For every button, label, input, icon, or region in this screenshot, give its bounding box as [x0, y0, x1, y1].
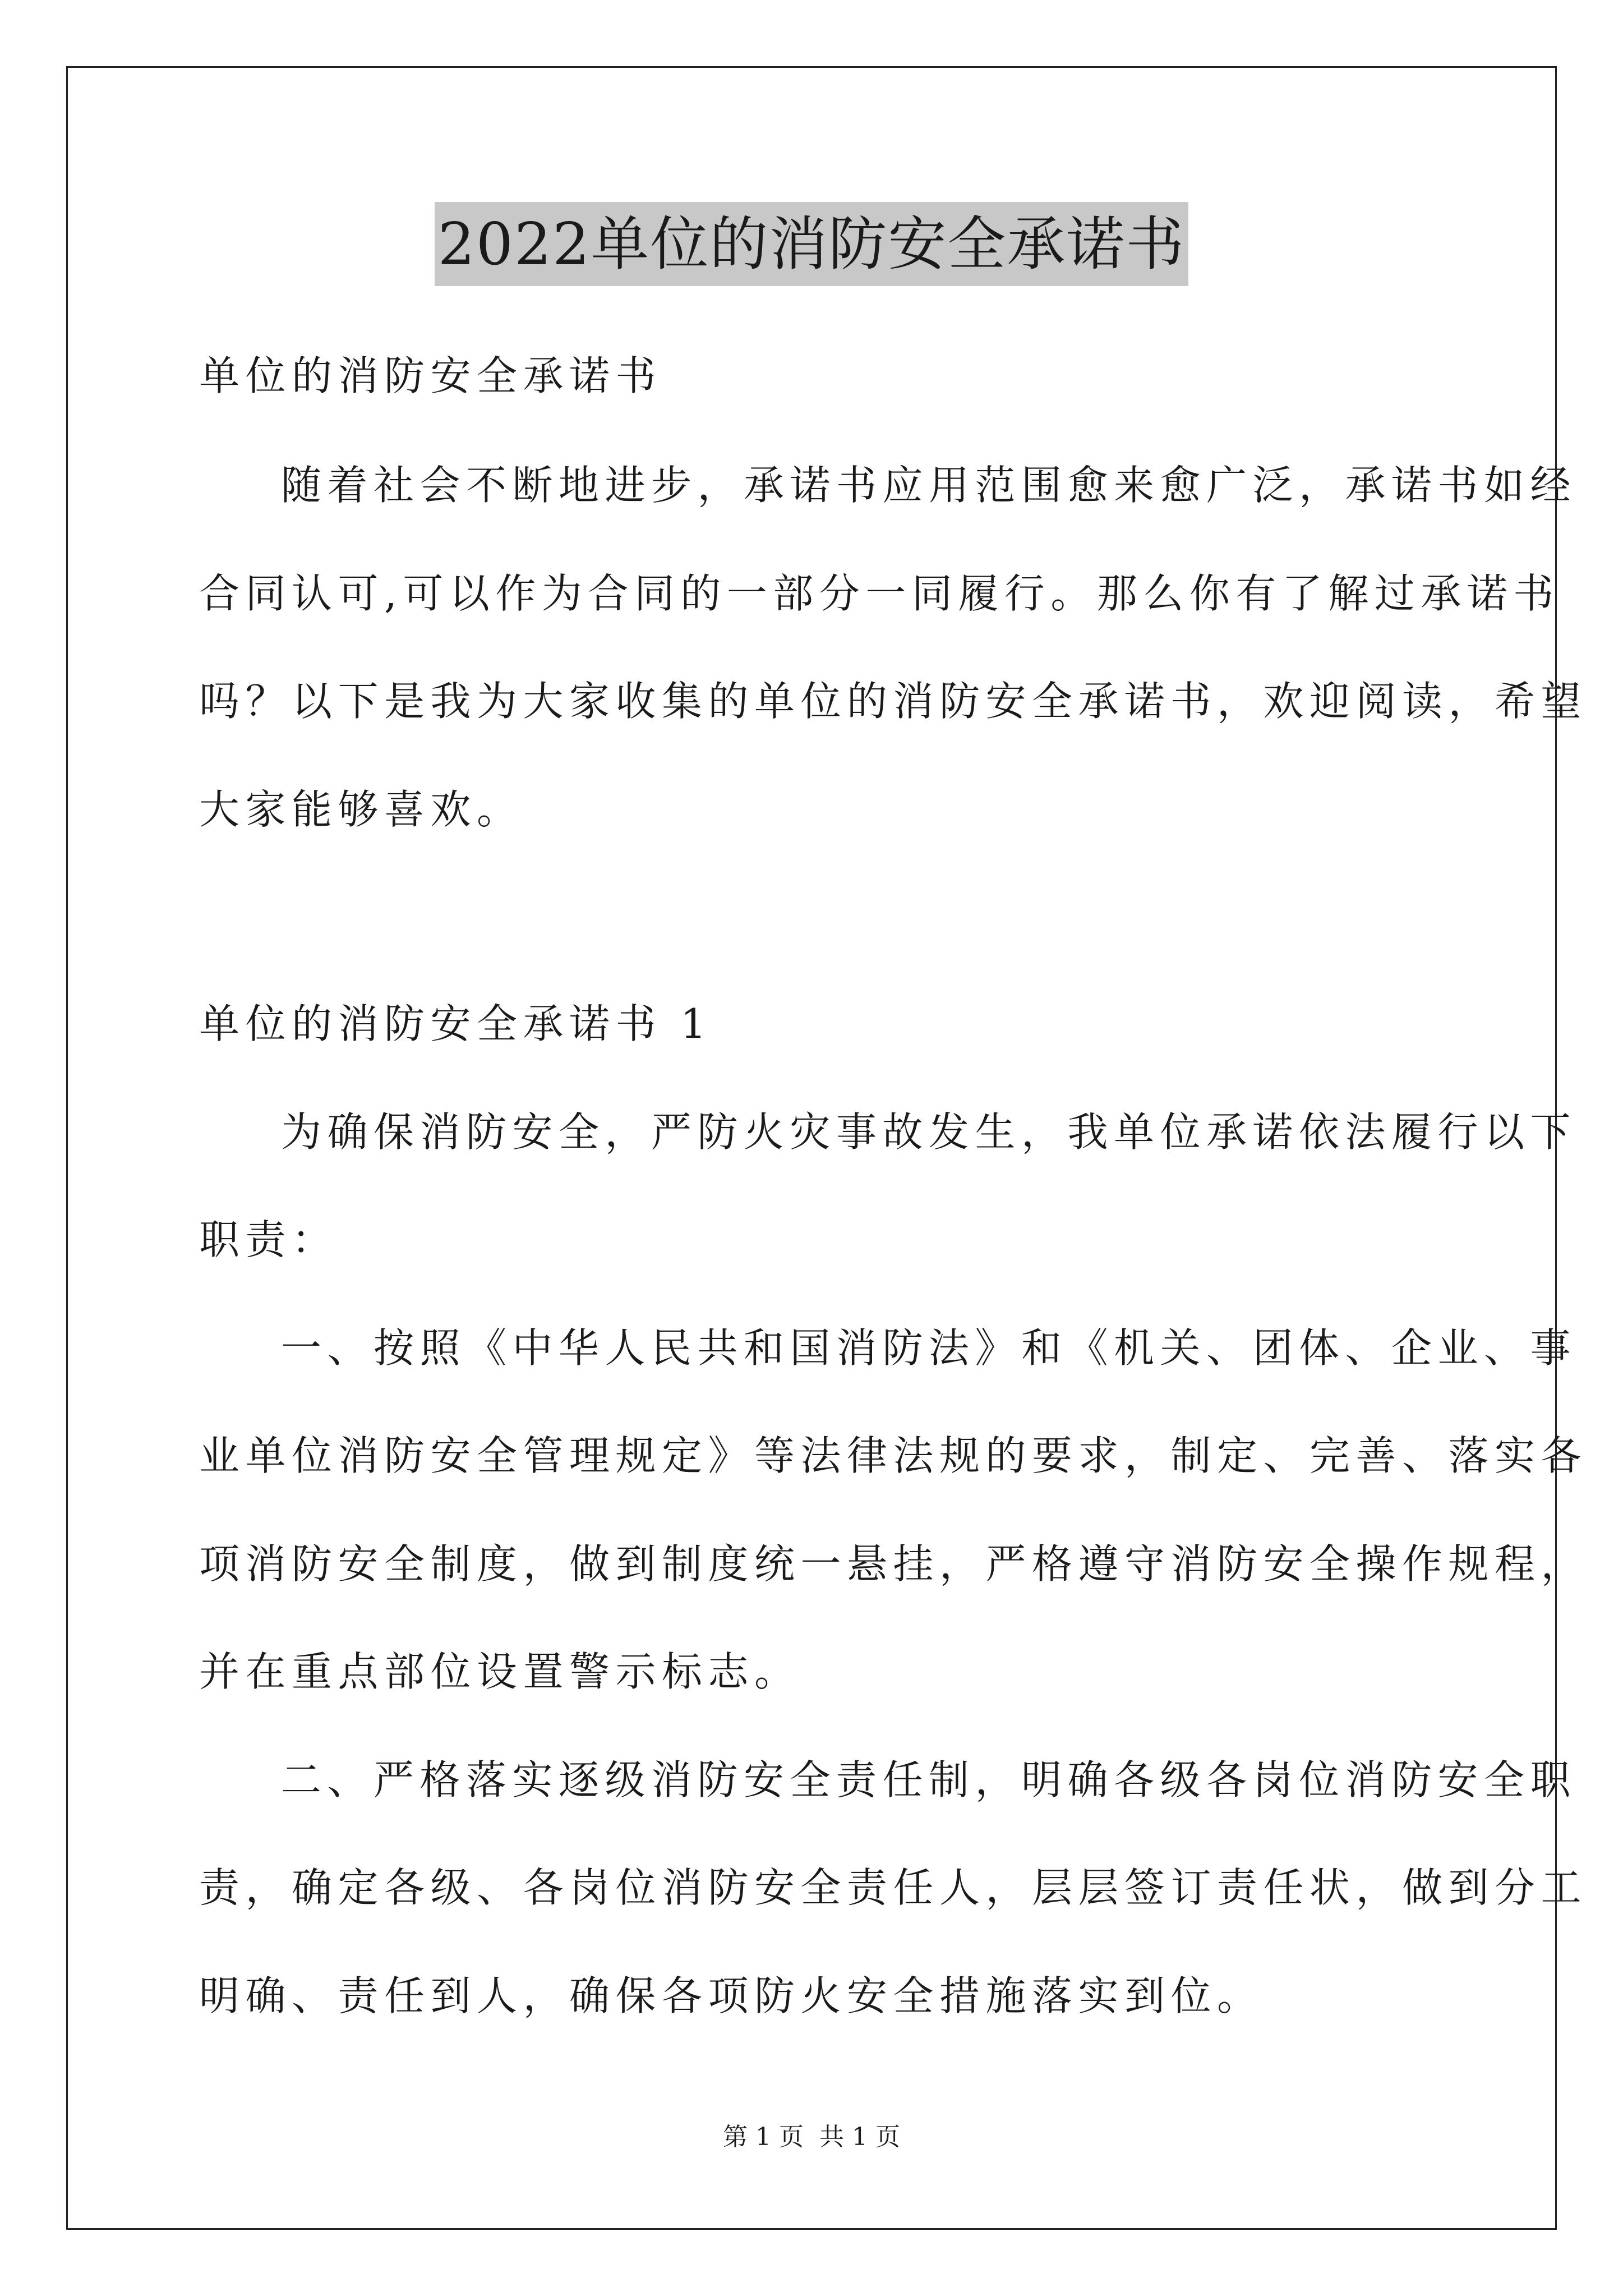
paragraph-line: 项消防安全制度，做到制度统一悬挂，严格遵守消防安全操作规程， [199, 1540, 1588, 1588]
subtitle-line: 单位的消防安全承诺书 [199, 352, 662, 399]
paragraph-line: 为确保消防安全，严防火灾事故发生，我单位承诺依法履行以下 [281, 1108, 1577, 1156]
paragraph-line: 随着社会不断地进步，承诺书应用范围愈来愈广泛，承诺书如经 [281, 462, 1577, 509]
paragraph-line: 明确、责任到人，确保各项防火安全措施落实到位。 [199, 1972, 1264, 2019]
page-number-total: 共 1 页 [819, 2123, 900, 2151]
paragraph-line: 一、按照《中华人民共和国消防法》和《机关、团体、企业、事 [281, 1324, 1577, 1372]
paragraph-line: 合同认可,可以作为合同的一部分一同履行。那么你有了解过承诺书 [199, 570, 1560, 617]
paragraph-line: 职责： [199, 1216, 338, 1263]
paragraph-line: 大家能够喜欢。 [199, 786, 523, 833]
page-number-current: 第 1 页 [723, 2123, 804, 2151]
document-title: 2022单位的消防安全承诺书 [435, 202, 1189, 286]
page-footer [0, 2120, 1623, 2154]
section-heading: 单位的消防安全承诺书 1 [199, 1000, 712, 1047]
paragraph-line: 二、严格落实逐级消防安全责任制，明确各级各岗位消防安全职 [281, 1756, 1577, 1803]
paragraph-line: 并在重点部位设置警示标志。 [199, 1648, 801, 1695]
paragraph-line: 吗？以下是我为大家收集的单位的消防安全承诺书，欢迎阅读，希望 [199, 678, 1588, 725]
title-container [0, 202, 1623, 286]
paragraph-line: 责，确定各级、各岗位消防安全责任人，层层签订责任状，做到分工 [199, 1864, 1588, 1911]
paragraph-line: 业单位消防安全管理规定》等法律法规的要求，制定、完善、落实各 [199, 1432, 1588, 1479]
